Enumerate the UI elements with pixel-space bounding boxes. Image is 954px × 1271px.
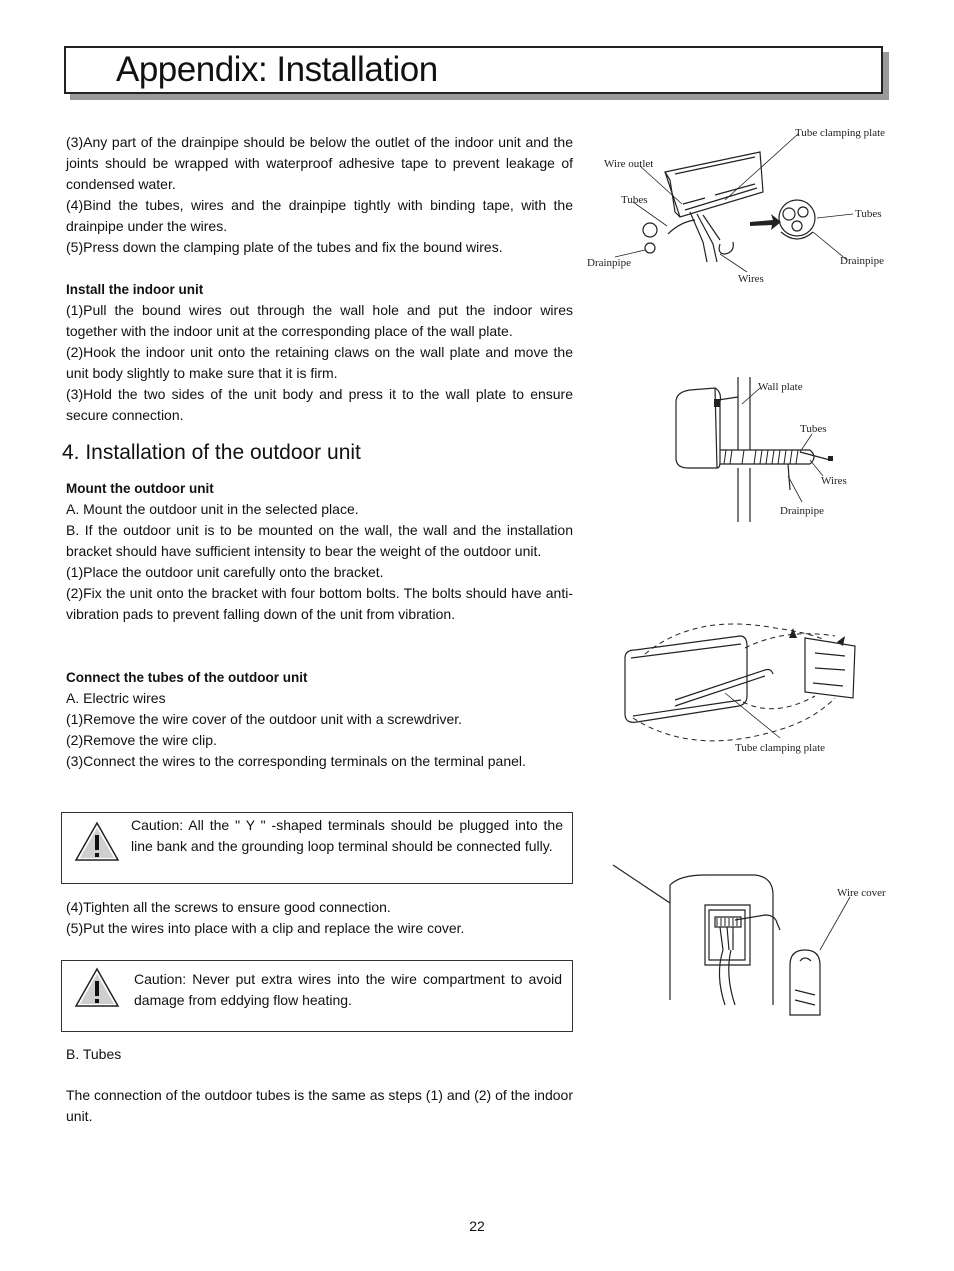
tubes-text: The connection of the outdoor tubes is the same as steps (1) and (2) of the indoor unit.	[66, 1087, 573, 1124]
label-drainpipe: Drainpipe	[780, 505, 824, 517]
title-banner	[64, 46, 883, 94]
label-wires: Wires	[738, 273, 764, 285]
caution-text: Caution: Never put extra wires into the wire compartment to avoid damage from eddying flow heating.	[134, 971, 562, 1008]
step-text: A. Mount the outdoor unit in the selected place.	[66, 501, 359, 517]
step-text: (2)Hook the indoor unit onto the retaining claws on the wall plate and move the unit body slightly to make sure that it is firm.	[66, 344, 573, 381]
wire-cover-diagram	[605, 855, 905, 1020]
step-text: (3)Hold the two sides of the unit body and press it to the wall plate to ensure secure connection.	[66, 386, 573, 423]
caution-box	[61, 960, 573, 1032]
label-drainpipe: Drainpipe	[587, 257, 631, 269]
step-text: (4)Tighten all the screws to ensure good connection.	[66, 899, 391, 915]
step-text: (1)Remove the wire cover of the outdoor unit with a screwdriver.	[66, 711, 463, 727]
label-drainpipe: Drainpipe	[840, 255, 884, 267]
step-text: (5)Press down the clamping plate of the tubes and fix the bound wires.	[66, 239, 503, 255]
step-text: (1)Pull the bound wires out through the wall hole and put the indoor wires together with the indoor unit at the corresponding place of the wall plate.	[66, 302, 573, 339]
step-text: (4)Bind the tubes, wires and the drainpipe tightly with binding tape, with the drainpipe under the wires.	[66, 197, 573, 234]
label-wall-plate: Wall plate	[758, 381, 803, 393]
step-text: (3)Any part of the drainpipe should be below the outlet of the indoor unit and the joints should be wrapped with waterproof adhesive tape to prevent leakage of condensed water.	[66, 134, 573, 192]
warning-icon	[74, 820, 120, 862]
tubes-section	[66, 1044, 573, 1127]
connect-outdoor-section	[66, 667, 573, 772]
label-tube-clamping-plate: Tube clamping plate	[795, 127, 886, 139]
page-number: 22	[469, 1218, 485, 1234]
tube-binding-diagram	[585, 122, 905, 292]
warning-icon	[74, 966, 120, 1008]
label-tubes: Tubes	[621, 194, 648, 206]
step-text: (1)Place the outdoor unit carefully onto the bracket.	[66, 564, 384, 580]
label-wire-outlet: Wire outlet	[604, 158, 654, 170]
label-wires: Wires	[821, 475, 847, 487]
drainpipe-steps	[66, 132, 573, 258]
page-title: Appendix: Installation	[116, 50, 438, 89]
label-tubes: Tubes	[800, 423, 827, 435]
step-text: (2)Remove the wire clip.	[66, 732, 217, 748]
terminal-steps	[66, 897, 573, 939]
section-title: 4. Installation of the outdoor unit	[62, 441, 361, 464]
caution-box	[61, 812, 573, 884]
step-text: A. Electric wires	[66, 690, 166, 706]
label-wire-cover: Wire cover	[837, 887, 886, 899]
wall-plate-diagram	[660, 372, 860, 527]
caution-text: Caution: All the " Y " -shaped terminals should be plugged into the line bank and the grounding loop terminal should be connected fully.	[131, 817, 563, 854]
indoor-install-section	[66, 279, 573, 426]
mount-heading: Mount the outdoor unit	[66, 481, 214, 496]
step-text: (3)Connect the wires to the corresponding terminals on the terminal panel.	[66, 753, 526, 769]
mount-outdoor-section	[66, 478, 573, 625]
step-text: B. If the outdoor unit is to be mounted on the wall, the wall and the installation bracket should have sufficient intensity to bear the weight of the outdoor unit.	[66, 522, 573, 559]
indoor-heading: Install the indoor unit	[66, 282, 204, 297]
step-text: (5)Put the wires into place with a clip and replace the wire cover.	[66, 920, 465, 936]
label-tubes: Tubes	[855, 208, 882, 220]
label-tube-clamping-plate: Tube clamping plate	[735, 742, 826, 754]
connect-heading: Connect the tubes of the outdoor unit	[66, 670, 308, 685]
step-text: (2)Fix the unit onto the bracket with four bottom bolts. The bolts should have anti-vibration pads to prevent falling down of the unit from vibration.	[66, 585, 573, 622]
indoor-hook-diagram	[615, 618, 875, 763]
tubes-heading: B. Tubes	[66, 1046, 122, 1062]
